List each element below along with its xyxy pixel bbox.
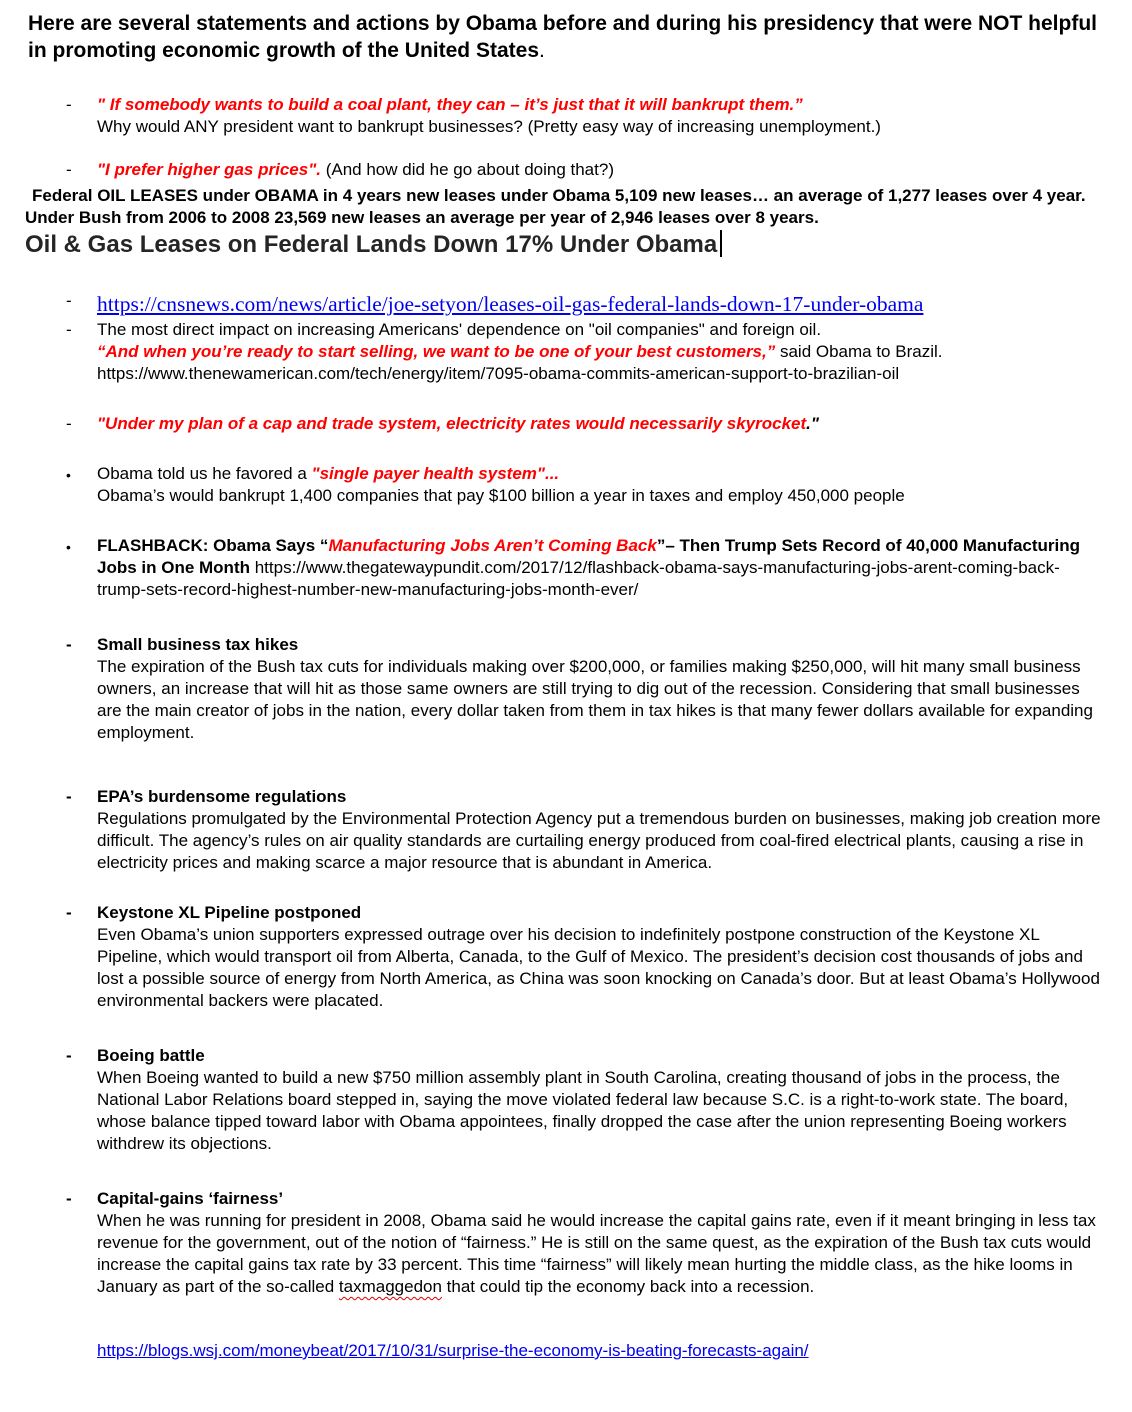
wsj-link[interactable]: https://blogs.wsj.com/moneybeat/2017/10/31/surprise-the-economy-is-beating-forecasts-again/ <box>97 1341 809 1360</box>
misspelled-word-taxmaggedon: taxmaggedon <box>338 1277 442 1296</box>
list-item-gas-prices <box>28 159 1102 181</box>
document-title-text: Here are several statements and actions by Obama before and during his presidency that were NOT helpful in promoting economic growth of the United States <box>28 12 1097 62</box>
document-title <box>28 10 1102 64</box>
single-payer-line2: Obama’s would bankrupt 1,400 companies that pay $100 billion a year in taxes and employ 450,000 people <box>97 486 905 505</box>
list-item-capital-gains <box>28 1188 1102 1298</box>
flashback-bold-1: FLASHBACK: Obama Says “ <box>97 536 329 555</box>
gas-prices-quote: "I prefer higher gas prices". <box>97 160 321 179</box>
epa-heading: EPA’s burdensome regulations <box>97 787 347 806</box>
dash-bullet: - <box>66 291 72 310</box>
list-item-small-business <box>28 634 1102 744</box>
dash-bullet: - <box>66 787 72 806</box>
text-cursor <box>720 230 722 257</box>
list-item-coal-plant <box>28 94 1102 138</box>
round-bullet: • <box>66 539 71 555</box>
gatewaypundit-url-text: https://www.thegatewaypundit.com/2017/12/flashback-obama-says-manufacturing-jobs-arent-coming-back-trump-sets-record-highest-number-new-manufacturing-jobs-month-ever/ <box>97 558 1060 599</box>
document-title-period: . <box>539 39 545 62</box>
newamerican-url-text: https://www.thenewamerican.com/tech/energy/item/7095-obama-commits-american-support-to-brazilian-oil <box>97 364 900 383</box>
dash-bullet: - <box>66 635 72 654</box>
oil-leases-headline: Oil & Gas Leases on Federal Lands Down 17% Under Obama <box>25 231 718 258</box>
direct-impact-line1: The most direct impact on increasing Americans' dependence on "oil companies" and foreign oil. <box>97 320 822 339</box>
boeing-body: When Boeing wanted to build a new $750 million assembly plant in South Carolina, creating thousand of jobs in the process, the National Labor Relations board stepped in, saying the move violated federal law because S.C. is a right-to-work state. The board, whose balance tipped toward labor with Obama appointees, finally dropped the case after the union representing Boeing workers withdrew its objections. <box>97 1068 1069 1153</box>
list-item-direct-impact <box>28 319 1102 385</box>
oil-leases-bold-text: Federal OIL LEASES under OBAMA in 4 years new leases under Obama 5,109 new leases… an average of 1,277 leases over 4 year. Under Bush from 2006 to 2008 23,569 new leases an average per year of 2,946 leases over 8 years. <box>25 186 1086 227</box>
list-item-single-payer <box>28 463 1102 507</box>
epa-body: Regulations promulgated by the Environmental Protection Agency put a tremendous burden on businesses, making job creation more difficult. The agency’s rules on air quality standards are curtailing energy produced from coal-fired electrical plants, causing a rise in electricity prices and making scarce a major resource that is abundant in America. <box>97 809 1101 872</box>
dash-bullet: - <box>66 320 72 339</box>
flashback-paragraph <box>97 535 1102 601</box>
small-business-body: The expiration of the Bush tax cuts for individuals making over $200,000, or families making $250,000, will hit many small business owners, an increase that will hit as those same owners are still trying to dig out of the recession. Considering that small businesses are the main creator of jobs in the nation, every dollar taken from them in tax hikes is that many fewer dollars available for expanding employment. <box>97 657 1093 742</box>
list-item-flashback <box>28 535 1102 601</box>
capital-gains-heading: Capital-gains ‘fairness’ <box>97 1189 284 1208</box>
dash-bullet: - <box>66 1189 72 1208</box>
capital-gains-body-part2: that could tip the economy back into a recession. <box>441 1277 815 1296</box>
cnsnews-link-line <box>97 290 1102 319</box>
cap-trade-quote-end: ." <box>806 414 819 433</box>
keystone-heading: Keystone XL Pipeline postponed <box>97 903 362 922</box>
list-item-cap-trade <box>28 413 1102 435</box>
gas-prices-line <box>97 159 1102 181</box>
boeing-heading: Boeing battle <box>97 1046 205 1065</box>
cnsnews-link[interactable]: https://cnsnews.com/news/article/joe-setyon/leases-oil-gas-federal-lands-down-17-under-obama <box>97 292 924 316</box>
single-payer-prefix: Obama told us he favored a <box>97 464 312 483</box>
cap-trade-line <box>97 413 1102 435</box>
single-payer-line1 <box>97 463 1102 485</box>
single-payer-quote: "single payer health system"... <box>311 464 560 483</box>
list-item-boeing <box>28 1045 1102 1155</box>
oil-leases-paragraph <box>25 185 1102 260</box>
cap-trade-quote: "Under my plan of a cap and trade system, electricity rates would necessarily skyrocket <box>97 414 807 433</box>
dash-bullet: - <box>66 1046 72 1065</box>
dash-bullet: - <box>66 414 72 433</box>
coal-plant-comment: Why would ANY president want to bankrupt businesses? (Pretty easy way of increasing unemployment.) <box>97 117 881 136</box>
dash-bullet: - <box>66 95 72 114</box>
gas-prices-comment: (And how did he go about doing that?) <box>320 160 614 179</box>
coal-plant-quote-line <box>97 94 1102 116</box>
capital-gains-body-part1: When he was running for president in 2008, Obama said he would increase the capital gains rate, even if it meant bringing in less tax revenue for the government, out of the notion of “fairness.” He is still on the same quest, as the expiration of the Bush tax cuts would increase the capital gains tax rate by 33 percent. This time “fairness” will likely mean hurting the middle class, as the hike looms in January as part of the so-called <box>97 1211 1096 1296</box>
keystone-body: Even Obama’s union supporters expressed outrage over his decision to indefinitely postpone construction of the Keystone XL Pipeline, which would transport oil from Alberta, Canada, to the Gulf of Mexico. The president’s decision cost thousands of jobs and lost a possible source of energy from North America, as China was soon knocking on Canada’s door. But at least Obama’s Hollywood environmental backers were placated. <box>97 925 1100 1010</box>
flashback-bold-2: ”– Then Trump Sets Record of 40,000 Manufacturing Jobs in One Month <box>97 536 1081 577</box>
direct-impact-line2 <box>97 341 1102 363</box>
brazil-attribution: said Obama to Brazil. <box>775 342 943 361</box>
list-item-cnsnews-link <box>28 290 1102 319</box>
round-bullet: • <box>66 467 71 483</box>
dash-bullet: - <box>66 160 72 179</box>
capital-gains-body <box>97 1210 1102 1298</box>
dash-bullet: - <box>66 903 72 922</box>
list-item-epa <box>28 786 1102 874</box>
wsj-link-line <box>28 1340 1102 1362</box>
coal-plant-quote: " If somebody wants to build a coal plant, they can – it’s just that it will bankrupt them.” <box>97 95 803 114</box>
small-business-heading: Small business tax hikes <box>97 635 299 654</box>
brazil-quote: “And when you’re ready to start selling, we want to be one of your best customers,” <box>97 342 776 361</box>
list-item-keystone <box>28 902 1102 1012</box>
flashback-red-quote: Manufacturing Jobs Aren’t Coming Back <box>328 536 657 555</box>
